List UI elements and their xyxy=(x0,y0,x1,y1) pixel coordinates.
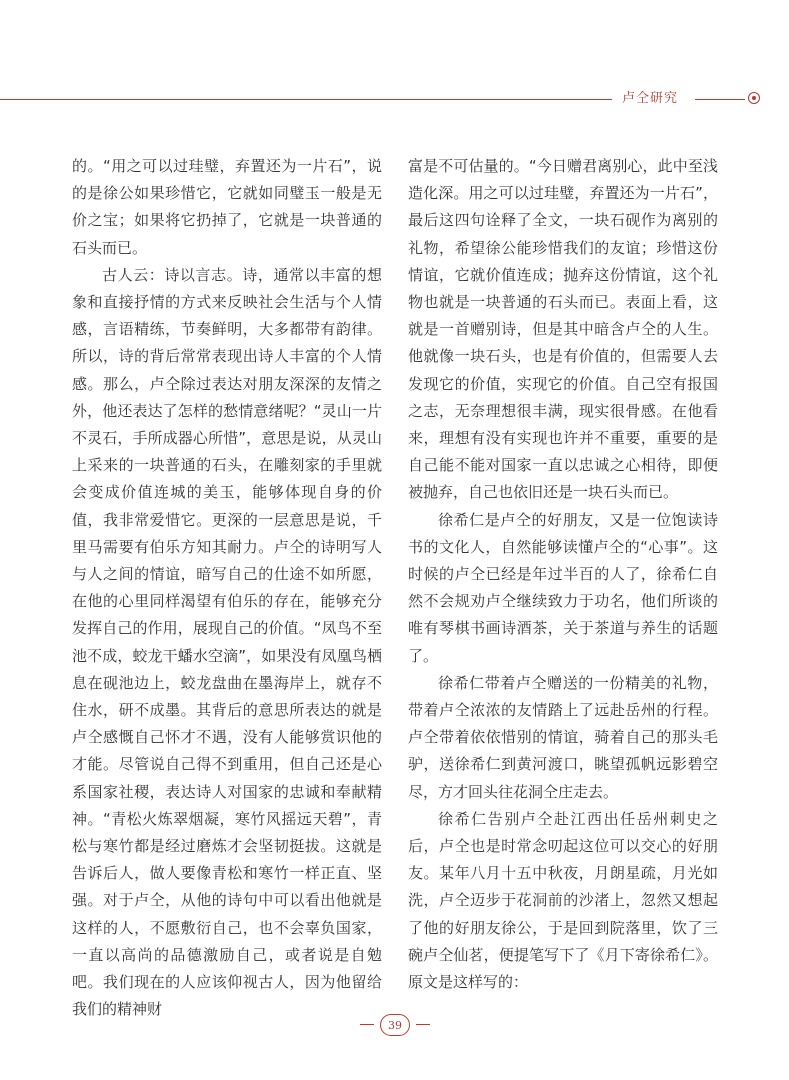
paragraph: 富是不可估量的。“今日赠君离别心，此中至浅造化深。用之可以过珪璧，弃置还为一片石”，最后这四句诠释了全文，一块石砚作为离别的礼物，希望徐公能珍惜我们的友谊；珍惜这份情谊，它就价值连成；抛弃这份情谊，这个礼物也就是一块普通的石头而已。表面上看，这就是一首赠别诗，但是其中暗含卢仝的人生。他就像一块石头，也是有价值的，但需要人去发现它的价值，实现它的价值。自己空有报国之志，无奈理想很丰满，现实很骨感。在他看来，理想有没有实现也许并不重要，重要的是自己能不能对国家一直以忠诚之心相待，即便被抛弃，自己也依旧还是一块石头而已。 xyxy=(408,157,718,502)
paragraph: 徐希仁告别卢仝赴江西出任岳州刺史之后，卢仝也是时常念叨起这位可以交心的好朋友。某年八月十五中秋夜，月朗星疏，月光如洗，卢仝迈步于花洞前的沙渚上，忽然又想起了他的好朋友徐公，于是回到院落里，饮了三碗卢仝仙茗，便提笔写下了《月下寄徐希仁》。原文是这样写的： xyxy=(408,809,718,992)
ornament-right xyxy=(416,1024,430,1025)
section-title: 卢仝研究 xyxy=(622,91,679,106)
paragraph: 的。“用之可以过珪璧，弃置还为一片石”，说的是徐公如果珍惜它，它就如同璧玉一般是无价之宝；如果将它扔掉了，它就是一块普通的石头而已。 xyxy=(72,157,382,257)
ornament-left xyxy=(360,1024,374,1025)
target-dot-icon xyxy=(748,92,760,104)
paragraph: 古人云：诗以言志。诗，通常以丰富的想象和直接抒情的方式来反映社会生活与个人情感，言语精练，节奏鲜明，大多都带有韵律。所以，诗的背后常常表现出诗人丰富的个人情感。那么，卢仝除过表达对朋友深深的友情之外，他还表达了怎样的愁情意绪呢？“灵山一片不灵石，手所成器心所惜”，意思是说，从灵山上采来的一块普通的石头，在雕刻家的手里就会变成价值连城的美玉，能够体现自身的价值，我非常爱惜它。更深的一层意思是说，千里马需要有伯乐方知其耐力。卢仝的诗明写人与人之间的情谊，暗写自己的仕途不如所愿，在他的心里同样渴望有伯乐的存在，能够充分发挥自己的作用，展现自己的价值。“凤鸟不至池不成，蛟龙干蟠水空滴”，如果没有凤凰鸟栖息在砚池边上，蛟龙盘曲在墨海岸上，就存不住水，研不成墨。其背后的意思所表达的就是卢仝感慨自己怀才不遇，没有人能够赏识他的才能。尽管说自己得不到重用，但自己还是心系国家社稷，表达诗人对国家的忠诚和奉献精神。“青松火炼翠烟凝，寒竹风摇远天碧”，青松与寒竹都是经过磨炼才会坚韧挺拔。这就是告诉后人，做人要像青松和寒竹一样正直、坚强。对于卢仝，从他的诗句中可以看出他就是这样的人，不愿敷衍自己，也不会辜负国家，一直以高尚的品德激励自己，或者说是自勉吧。我们现在的人应该仰视古人，因为他留给我们的精神财 xyxy=(72,265,382,1019)
page-footer xyxy=(360,1014,430,1036)
paragraph: 徐希仁带着卢仝赠送的一份精美的礼物，带着卢仝浓浓的友情踏上了远赴岳州的行程。卢仝带着依依惜别的情谊，骑着自己的那头毛驴，送徐希仁到黄河渡口，眺望孤帆远影碧空尽，方才回头往花洞仝庄走去。 xyxy=(408,673,718,801)
right-column xyxy=(408,153,718,996)
page-number: 39 xyxy=(380,1014,410,1036)
header-rule-left xyxy=(0,99,612,100)
left-column xyxy=(72,153,382,1024)
header-rule-right xyxy=(695,99,745,100)
paragraph: 徐希仁是卢仝的好朋友，又是一位饱读诗书的文化人，自然能够读懂卢仝的“心事”。这时候的卢仝已经是年过半百的人了，徐希仁自然不会规劝卢仝继续致力于功名，他们所谈的唯有琴棋书画诗酒茶，关于茶道与养生的话题了。 xyxy=(408,510,718,665)
